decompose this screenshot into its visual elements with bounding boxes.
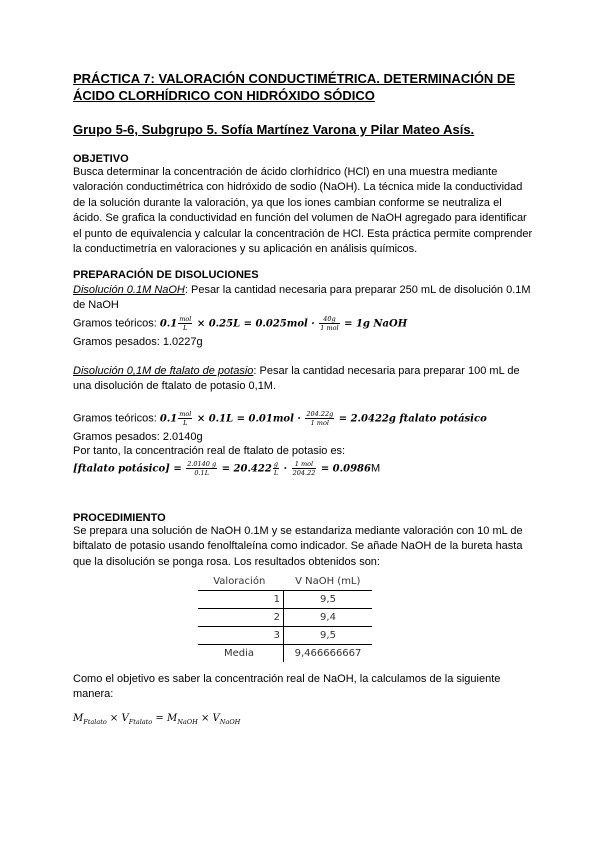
molarity-formula <box>73 713 240 726</box>
formula-v2: V <box>212 713 220 724</box>
procedimiento-heading: PROCEDIMIENTO <box>73 512 166 524</box>
conc-frac-g-l <box>273 460 279 477</box>
table-row <box>198 609 372 627</box>
formula-v1-sub: Ftalato <box>128 718 153 726</box>
formula-times2: × <box>197 713 213 724</box>
document-title: PRÁCTICA 7: VALORACIÓN CONDUCTIMÉTRICA. DETERMINACIÓN DE ÁCIDO CLORHÍDRICO CON HIDRÓXIDO SÓDICO <box>73 71 515 103</box>
ftalato-eq-b: × 0.1L = 0.01mol · <box>193 413 305 425</box>
table-cell-valoracion: 2 <box>198 609 284 627</box>
table-header-vnaoh: V NaOH (mL) <box>295 576 361 587</box>
frac-num: 40g <box>319 315 339 324</box>
frac-den: 0.1L <box>194 469 210 477</box>
ftalato-eq-a: 0.1 <box>159 413 178 425</box>
table-row <box>198 627 372 645</box>
ftalato-eq-c: = 2.0422g ftalato potásico <box>335 413 487 425</box>
conc-b: = 20.422 <box>218 463 272 475</box>
ftalato-teoricos-label: Gramos teóricos: <box>73 412 160 425</box>
table-header-valoracion: Valoración <box>213 576 266 587</box>
table-cell-volume: 9,5 <box>284 591 373 609</box>
ftalato-paragraph <box>73 364 533 395</box>
naoh-frac-mol-l <box>178 315 192 332</box>
conc-d: = 0.0986 <box>317 463 371 475</box>
preparacion-heading: PREPARACIÓN DE DISOLUCIONES <box>73 269 259 281</box>
frac-den: L <box>183 419 188 427</box>
conc-frac-mol-mass <box>292 460 317 477</box>
ftalato-pesados: Gramos pesados: 2.0140g <box>73 431 203 443</box>
ftalato-label: Disolución 0,1M de ftalato de potasio <box>73 365 254 377</box>
procedimiento-conclusion: Como el objetivo es saber la concentración real de NaOH, la calculamos de la siguiente manera: <box>73 673 501 701</box>
ftalato-frac-mol-l <box>178 410 192 427</box>
frac-den: L <box>183 324 188 332</box>
table-mean-value: 9,466666667 <box>284 645 373 663</box>
table-cell-valoracion: 1 <box>198 591 284 609</box>
frac-num: mol <box>179 410 192 418</box>
naoh-text: : Pesar la cantidad necesaria para preparar 250 mL de disolución 0.1M de NaOH <box>73 284 531 312</box>
conc-frac-mass-volume <box>186 460 217 477</box>
naoh-paragraph <box>73 283 533 314</box>
frac-num: 204.22g <box>306 410 334 418</box>
table-header-row <box>198 573 372 591</box>
formula-m2-sub: NaOH <box>177 718 198 726</box>
conc-a: [ftalato potásico] = <box>73 463 186 475</box>
frac-den: 1 mol <box>320 324 339 332</box>
ftalato-concentracion-equation <box>73 460 380 477</box>
conc-unit: M <box>370 462 381 475</box>
ftalato-frac-molar-mass <box>305 410 334 427</box>
frac-num: 2.0140 g <box>187 460 217 468</box>
formula-eq: = <box>152 713 167 724</box>
valoracion-table <box>198 573 372 662</box>
ftalato-text: : Pesar la cantidad necesaria para preparar 100 mL de una disolución de ftalato de potasio 0,1M. <box>73 365 520 393</box>
naoh-pesados: Gramos pesados: 1.0227g <box>73 336 203 348</box>
ftalato-teoricos-equation <box>73 410 487 427</box>
formula-m1: M <box>73 713 84 724</box>
table-mean-label: Media <box>223 648 255 659</box>
frac-num: mol <box>179 315 192 323</box>
frac-num: 1 mol <box>292 460 317 469</box>
objetivo-heading: OBJETIVO <box>73 153 129 165</box>
naoh-eq-c: = 1g NaOH <box>340 318 408 330</box>
objetivo-body: Busca determinar la concentración de ácido clorhídrico (HCl) en una muestra mediante valoración conductimétrica con hidróxido de sodio (NaOH). La técnica mide la conductividad de la solución durante la valoración, ya que los iones cambian conforme se neutraliza el ácido. Se grafica la conductividad en función del volumen de NaOH agregado para identificar el punto de equivalencia y calcular la concentración de HCl. Esta práctica permite comprender la conductimetría en valoraciones y su aplicación en análisis químicos. <box>73 166 533 256</box>
ftalato-portanto: Por tanto, la concentración real de ftalato de potasio es: <box>73 445 346 457</box>
group-authors: Grupo 5-6, Subgrupo 5. Sofía Martínez Varona y Pilar Mateo Asís. <box>73 122 475 137</box>
conc-c: · <box>280 463 291 475</box>
formula-times1: × <box>106 713 122 724</box>
naoh-eq-b: × 0.25L = 0.025mol · <box>193 318 319 330</box>
table-row <box>198 591 372 609</box>
formula-m1-sub: Ftalato <box>83 718 107 726</box>
table-cell-volume: 9,4 <box>284 609 373 627</box>
naoh-teoricos-equation <box>73 315 407 332</box>
naoh-frac-molar-mass <box>319 315 339 332</box>
frac-den: L <box>273 469 279 477</box>
naoh-teoricos-label: Gramos teóricos: <box>73 317 160 330</box>
frac-den: 1 mol <box>310 419 329 427</box>
naoh-eq-a: 0.1 <box>159 318 178 330</box>
formula-m2: M <box>166 713 178 724</box>
procedimiento-body: Se prepara una solución de NaOH 0.1M y se estandariza mediante valoración con 10 mL de biftalato de potasio usando fenolftaleína como indicador. Se añade NaOH de la bureta hasta que la disolución se ponga rosa. Los resultados obtenidos son: <box>73 525 523 568</box>
table-cell-volume: 9,5 <box>284 627 373 645</box>
formula-v1: V <box>121 713 129 724</box>
table-mean-row <box>198 645 372 663</box>
frac-num: g <box>273 460 279 468</box>
frac-den: 204.22 <box>292 469 316 477</box>
formula-v2-sub: NaOH <box>219 718 241 726</box>
naoh-label: Disolución 0.1M NaOH <box>73 284 185 296</box>
table-cell-valoracion: 3 <box>198 627 284 645</box>
